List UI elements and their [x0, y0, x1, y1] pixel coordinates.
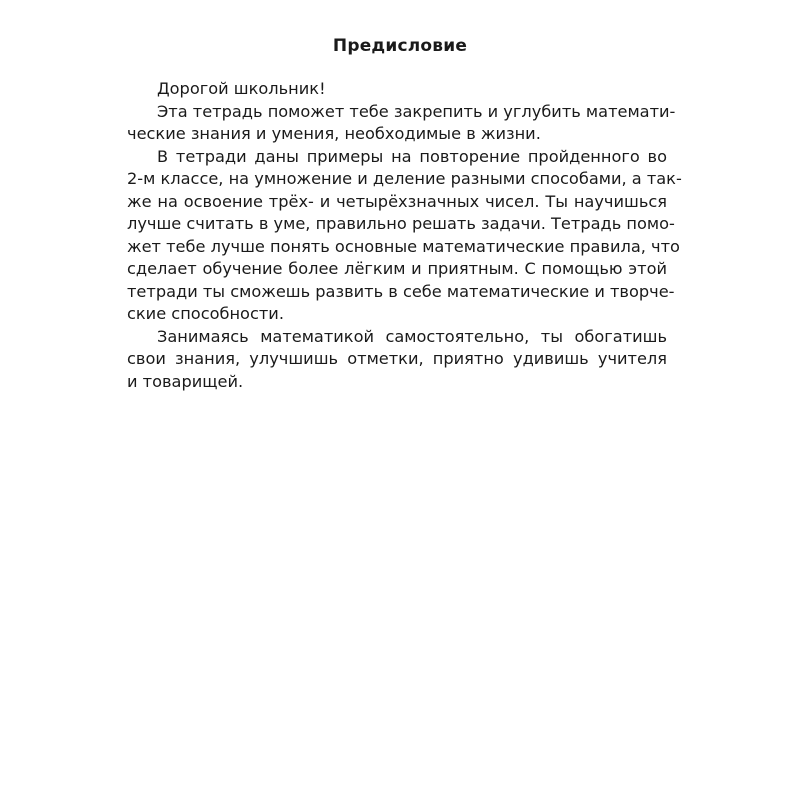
- text-line: и товарищей.: [127, 371, 244, 391]
- text-line: ческие знания и умения, необходимые в жизни.: [127, 124, 541, 143]
- text-line: жет тебе лучше понять основные математические правила, что: [127, 236, 680, 256]
- text-line: сделает обучение более лёгким и приятным. С помощью этой: [127, 259, 667, 278]
- text-line: тетради ты сможешь развить в себе математические и творче-: [127, 281, 675, 301]
- text-line: В тетради даны примеры на повторение пройденного во: [157, 146, 667, 166]
- paragraph-2: [127, 146, 682, 326]
- text-line: Эта тетрадь поможет тебе закрепить и углубить математи-: [157, 101, 676, 121]
- text-line: же на освоение трёх- и четырёхзначных чисел. Ты научишься: [127, 191, 667, 211]
- text-line: лучше считать в уме, правильно решать задачи. Тетрадь помо-: [127, 214, 675, 233]
- body-text: [127, 78, 682, 393]
- page-title: Предисловие: [332, 36, 468, 56]
- text-line: ские способности.: [127, 304, 284, 323]
- paragraph-3: [127, 326, 667, 394]
- text-line: свои знания, улучшишь отметки, приятно удивишь учителя: [127, 349, 667, 368]
- text-line: Занимаясь математикой самостоятельно, ты обогатишь: [157, 326, 667, 346]
- text-line: 2-м классе, на умножение и деление разными способами, а так-: [127, 169, 682, 188]
- paragraph-1: [127, 101, 676, 146]
- greeting-line: Дорогой школьник!: [157, 79, 326, 98]
